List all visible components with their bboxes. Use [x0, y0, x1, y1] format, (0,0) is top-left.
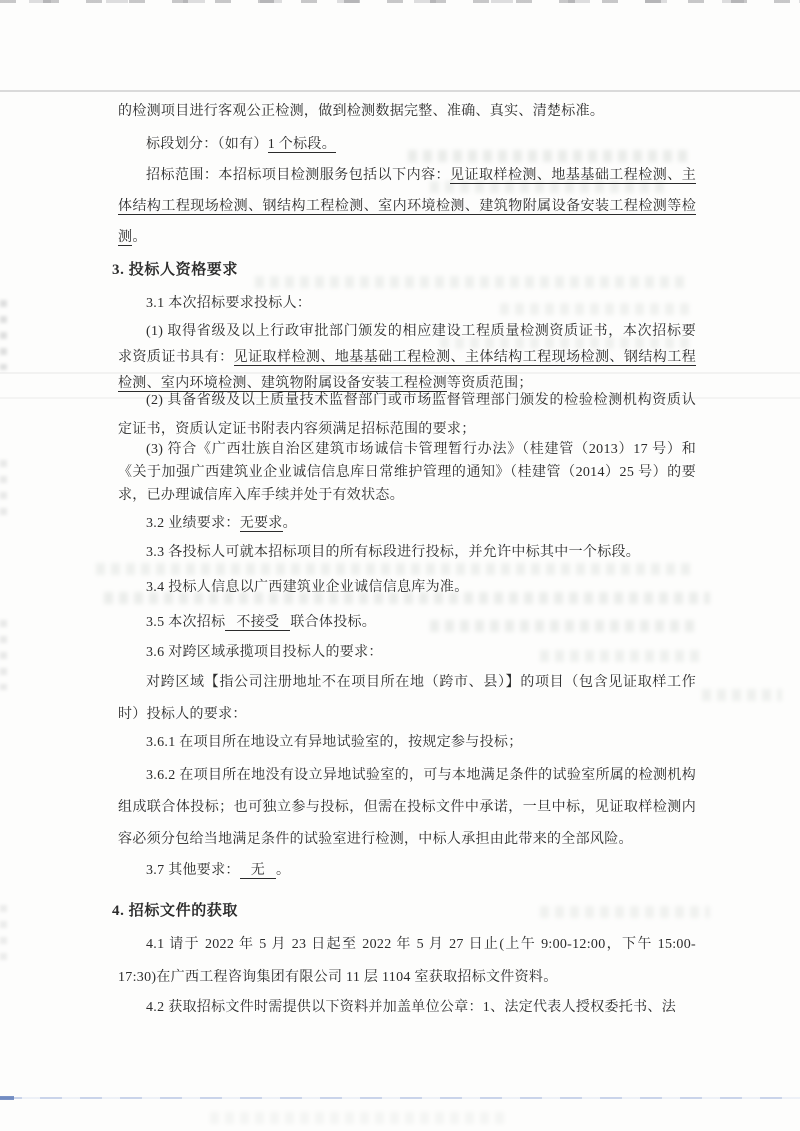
section-4-heading: 4. 招标文件的获取: [112, 903, 239, 919]
clause-4-2: 4.2 获取招标文件时需提供以下资料并加盖单位公章：1、法定代表人授权委托书、法: [146, 1000, 676, 1015]
bleedthrough-artifact: [540, 906, 710, 918]
left-edge-smudge-artifact: [0, 300, 7, 370]
clause-3-2-label: 3.2 业绩要求：: [146, 516, 240, 531]
clause-3-7: [118, 857, 696, 885]
scan-line-artifact: [0, 90, 800, 92]
bid-scope-items-underlined: 见证取样检测、地基基础工程检测、主体结构工程现场检测、钢结构工程检测、室内环境检测、建筑物附属设备安装工程检测等检测: [118, 168, 696, 245]
clause-3-5: [118, 609, 696, 637]
clause-3-5-pre: 3.5 本次招标: [146, 615, 226, 630]
bleedthrough-artifact: [210, 1112, 510, 1124]
bleedthrough-artifact: [702, 689, 782, 701]
lot-division-label: 标段划分：（如有）: [146, 137, 268, 152]
clause-3-6-2: 3.6.2 在项目所在地没有设立异地试验室的，可与本地满足条件的试验室所属的检测机构组成联合体投标；也可独立参与投标，但需在投标文件中承诺，一旦中标，见证取样检测内容必须分包给当地满足条件的试验室进行检测，中标人承担由此带来的全部风险。: [118, 768, 696, 847]
clause-3-5-post: 联合体投标。: [290, 615, 377, 630]
intro-paragraph: 的检测项目进行客观公正检测，做到检测数据完整、准确、真实、清楚标准。: [118, 104, 605, 119]
left-edge-smudge-artifact: [0, 905, 7, 965]
bottom-scan-line-artifact: [0, 1097, 800, 1099]
clause-4-1: 4.1 请于 2022 年 5 月 23 日起至 2022 年 5 月 27 日止(上午 9:00-12:00，下午 15:00-17:30)在广西工程咨询集团有限公司 11 层 1104 室获取招标文件资料。: [118, 937, 696, 985]
bottom-left-dash-artifact: [0, 1096, 14, 1100]
clause-3-2-value-underlined: 无要求: [239, 516, 283, 531]
top-edge-scan-artifact: [0, 0, 800, 3]
bid-scope-label: 招标范围：本招标项目检测服务包括以下内容：: [146, 168, 451, 183]
clause-3-2-period: 。: [282, 516, 297, 531]
clause-3-5-value-underlined: 不接受: [225, 615, 290, 631]
clause-item-2: (2) 具备省级及以上质量技术监督部门或市场监督管理部门颁发的检验检测机构资质认定证书，资质认定证书附表内容须满足招标范围的要求；: [118, 393, 696, 437]
lot-division-value-underlined: 1 个标段。: [267, 137, 337, 152]
clause-item-1-text: (1) 取得省级及以上行政审批部门颁发的相应建设工程质量检测资质证书，本次招标要求资质证书具有：: [118, 324, 696, 365]
section-3-heading: 3. 投标人资格要求: [112, 262, 239, 278]
clause-3-6-1: 3.6.1 在项目所在地设立有异地试验室的，按规定参与投标；: [146, 735, 523, 750]
bid-scope-paragraph: [118, 160, 696, 253]
clause-3-7-value-underlined: 无: [240, 863, 276, 879]
clause-3-7-period: 。: [276, 863, 291, 878]
clause-item-1-tail: 等资质范围；: [446, 376, 533, 391]
clause-3-3: 3.3 各投标人可就本招标项目的所有标段进行投标，并允许中标其中一个标段。: [146, 545, 641, 560]
bid-scope-period: 。: [132, 230, 147, 245]
left-edge-smudge-artifact: [0, 460, 7, 520]
clause-3-7-label: 3.7 其他要求：: [146, 863, 240, 878]
bleedthrough-artifact: [255, 276, 685, 288]
lot-division-line: [118, 129, 696, 160]
left-edge-smudge-artifact: [0, 620, 7, 690]
clause-3-2: [118, 510, 696, 538]
clause-3-6: 3.6 对跨区域承揽项目投标人的要求：: [146, 645, 383, 660]
clause-3-1: 3.1 本次招标要求投标人：: [146, 296, 312, 311]
clause-item-1-underlined: 见证取样检测、地基基础工程检测、主体结构工程现场检测、钢结构工程检测、室内环境检测、建筑物附属设备安装工程检测: [118, 350, 696, 391]
clause-3-6-note: 对跨区域【指公司注册地址不在项目所在地（跨市、县）】的项目（包含见证取样工作时）投标人的要求：: [118, 675, 696, 722]
clause-item-3: (3) 符合《广西壮族自治区建筑市场诚信卡管理暂行办法》（桂建管（2013）17 号）和《关于加强广西建筑业企业诚信信息库日常维护管理的通知》（桂建管（2014）25 号）的要求，已办理诚信库入库手续并处于有效状态。: [118, 442, 696, 503]
clause-3-4: 3.4 投标人信息以广西建筑业企业诚信信息库为准。: [146, 580, 469, 595]
